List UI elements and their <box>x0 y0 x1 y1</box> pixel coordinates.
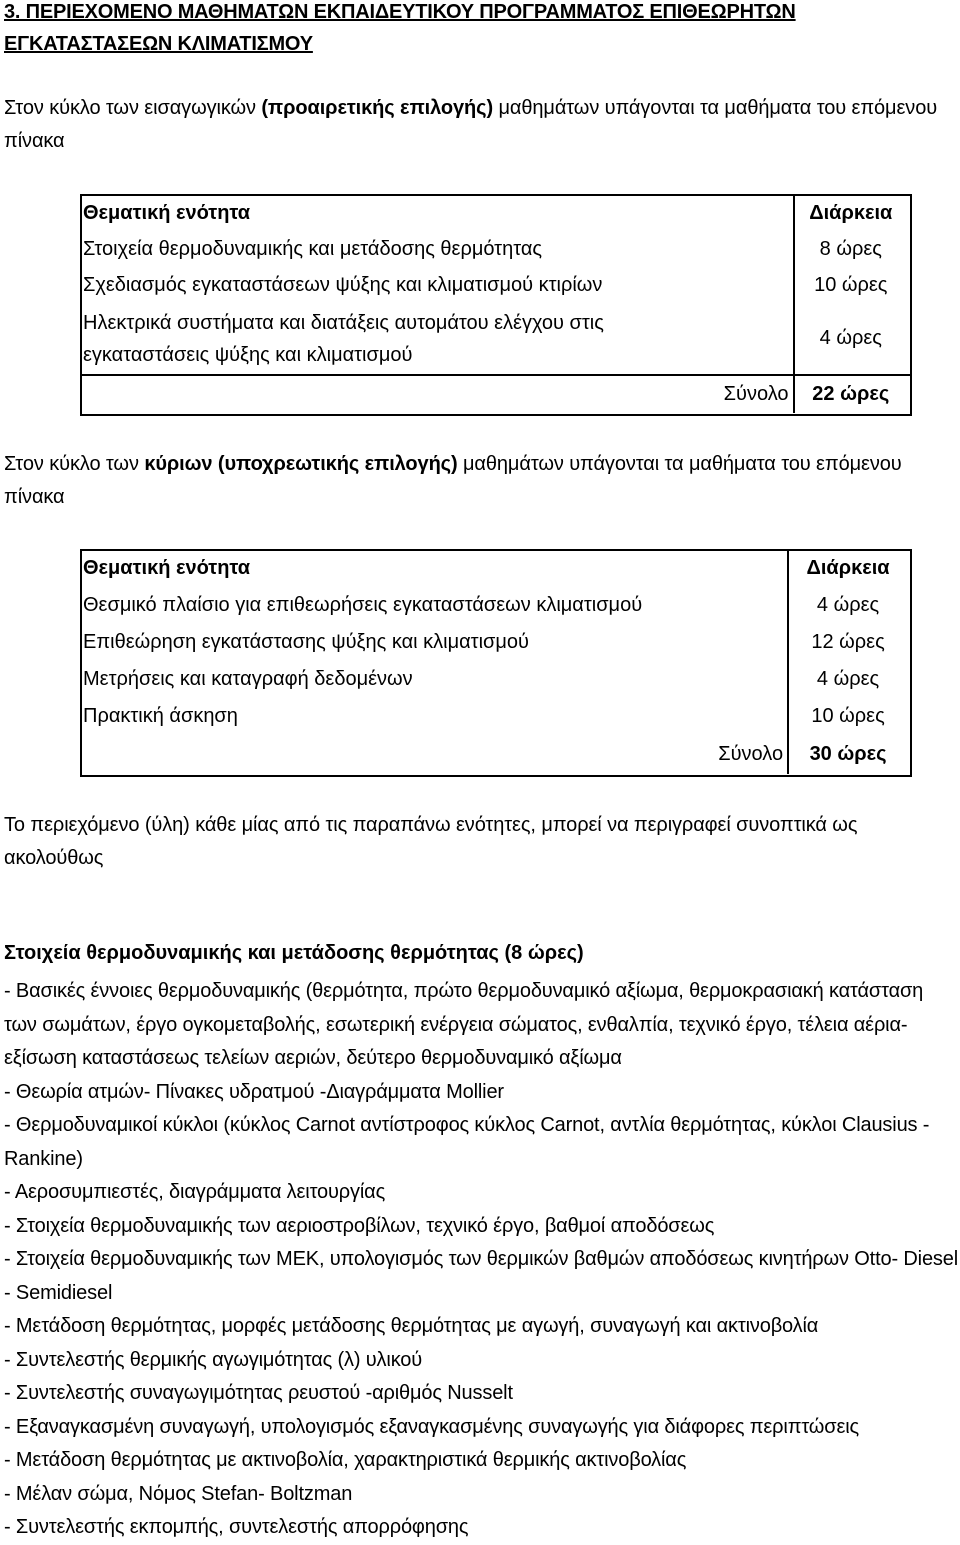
list-item: - Βασικές έννοιες θερμοδυναμικής (θερμότητα, πρώτο θερμοδυναμικό αξίωμα, θερμοκρασιακή κατάσταση των σωμάτων, έργο ογκομεταβολής, εσωτερική ενέργεια σώματος, ενθαλπία, τεχνικό έργο, τέλεια αέρια- εξίσωση καταστάσεως τελείων αεριών, δεύτερο θερμοδυναμικό αξίωμα <box>4 980 924 1069</box>
intro2-text-bold: κύριων (υποχρεωτικής επιλογής) <box>144 453 458 475</box>
table-row <box>80 231 910 267</box>
table1-total-row <box>80 375 910 413</box>
table1-row-duration: 10 ώρες <box>794 267 910 303</box>
table1-row-duration: 4 ώρες <box>794 303 910 375</box>
table2-row-duration: 12 ώρες <box>788 624 910 661</box>
list-item: - Αεροσυμπιεστές, διαγράμματα λειτουργίας <box>4 1181 386 1203</box>
intro2-text-post: μαθημάτων υπάγονται τα μαθήματα του επόμενου πίνακα <box>4 453 902 508</box>
intro1-text-bold: (προαιρετικής επιλογής) <box>261 97 494 119</box>
table-optional-courses <box>80 195 910 413</box>
table2-total-label: Σύνολο <box>718 743 784 765</box>
intro2-text-pre: Στον κύκλο των <box>4 453 145 475</box>
section-heading: 3. ΠΕΡΙΕΧΟΜΕΝΟ ΜΑΘΗΜΑΤΩΝ ΕΚΠΑΙΔΕΥΤΙΚΟΥ ΠΡΟΓΡΑΜΜΑΤΟΣ ΕΠΙΘΕΩΡΗΤΩΝ ΕΓΚΑΤΑΣΤΑΣΕΩΝ ΚΛΙΜΑΤΙΣΜΟΥ <box>4 1 796 55</box>
intro1-text-pre: Στον κύκλο των εισαγωγικών <box>4 97 262 119</box>
list-item: - Στοιχεία θερμοδυναμικής των αεριοστροβίλων, τεχνικό έργο, βαθμοί αποδόσεως <box>4 1214 715 1237</box>
section1-title: Στοιχεία θερμοδυναμικής και μετάδοσης θερμότητας (8 ώρες) <box>4 942 584 964</box>
table2-row-topic: Επιθεώρηση εγκατάστασης ψύξης και κλιματισμού <box>83 631 529 653</box>
list-item: - Θερμοδυναμικοί κύκλοι (κύκλος Carnot αντίστροφος κύκλος Carnot, αντλία θερμότητας, κύκλοι Clausius - Rankine) <box>4 1114 930 1170</box>
table2-header-duration: Διάρκεια <box>788 550 910 587</box>
list-item: - Θεωρία ατμών- Πίνακες υδρατμού -Διαγράμματα Mollier <box>4 1080 504 1103</box>
section1-topic-list <box>4 975 959 1545</box>
table1-row-topic: Ηλεκτρικά συστήματα και διατάξεις αυτομάτου ελέγχου στις εγκαταστάσεις ψύξης και κλιματισμού <box>83 311 604 366</box>
table-row <box>80 303 910 375</box>
table1-header-row <box>80 195 910 231</box>
list-item: - Μετάδοση θερμότητας, μορφές μετάδοσης θερμότητας με αγωγή, συναγωγή και ακτινοβολία <box>4 1315 819 1337</box>
list-item: - Συντελεστής συναγωγιμότητας ρευστού -αριθμός Nusselt <box>4 1382 513 1404</box>
list-item: - Στοιχεία θερμοδυναμικής των ΜΕΚ, υπολογισμός των θερμικών βαθμών αποδόσεως κινητήρων Otto- Diesel - Semidiesel <box>4 1248 959 1304</box>
table2-row-topic: Θεσμικό πλαίσιο για επιθεωρήσεις εγκαταστάσεων κλιματισμού <box>83 594 643 616</box>
table1-row-topic: Σχεδιασμός εγκαταστάσεων ψύξης και κλιματισμού κτιρίων <box>83 273 603 296</box>
content-intro-paragraph: Το περιεχόμενο (ύλη) κάθε μίας από τις παραπάνω ενότητες, μπορεί να περιγραφεί συνοπτικά ως ακολούθως <box>4 814 858 869</box>
table-row <box>80 267 910 303</box>
table2-header-topic: Θεματική ενότητα <box>83 557 251 579</box>
list-item: - Συντελεστής θερμικής αγωγιμότητας (λ) υλικού <box>4 1348 423 1371</box>
table2-header-row <box>80 550 910 587</box>
table-row <box>80 624 910 661</box>
table1-total-value: 22 ώρες <box>794 375 910 413</box>
table1-total-label: Σύνολο <box>80 375 794 413</box>
list-item: - Μέλαν σώμα, Νόμος Stefan- Boltzman <box>4 1482 353 1505</box>
list-item: - Συντελεστής εκπομπής, συντελεστής απορρόφησης <box>4 1516 469 1538</box>
table1-header-duration: Διάρκεια <box>794 195 910 231</box>
table2-total-row <box>80 735 910 774</box>
list-item: - Εξαναγκασμένη συναγωγή, υπολογισμός εξαναγκασμένης συναγωγής για διάφορες περιπτώσεις <box>4 1415 860 1438</box>
table1-header-topic: Θεματική ενότητα <box>83 201 251 224</box>
table-row <box>80 698 910 735</box>
table2-row-topic: Μετρήσεις και καταγραφή δεδομένων <box>83 668 413 690</box>
table-row <box>80 587 910 624</box>
table2-row-duration: 4 ώρες <box>788 587 910 624</box>
table-mandatory-courses <box>80 550 910 774</box>
intro-paragraph-mandatory <box>4 448 954 514</box>
table2-total-value: 30 ώρες <box>788 735 910 774</box>
table-row <box>80 661 910 698</box>
list-item: - Μετάδοση θερμότητας με ακτινοβολία, χαρακτηριστικά θερμικής ακτινοβολίας <box>4 1449 687 1471</box>
table2-row-topic: Πρακτική άσκηση <box>83 705 238 727</box>
intro-paragraph-optional <box>4 92 954 158</box>
table2-row-duration: 4 ώρες <box>788 661 910 698</box>
table1-row-duration: 8 ώρες <box>794 231 910 267</box>
table2-row-duration: 10 ώρες <box>788 698 910 735</box>
intro1-text-post: μαθημάτων υπάγονται τα μαθήματα του επόμενου πίνακα <box>4 97 938 152</box>
table1-row-topic: Στοιχεία θερμοδυναμικής και μετάδοσης θερμότητας <box>83 237 543 260</box>
